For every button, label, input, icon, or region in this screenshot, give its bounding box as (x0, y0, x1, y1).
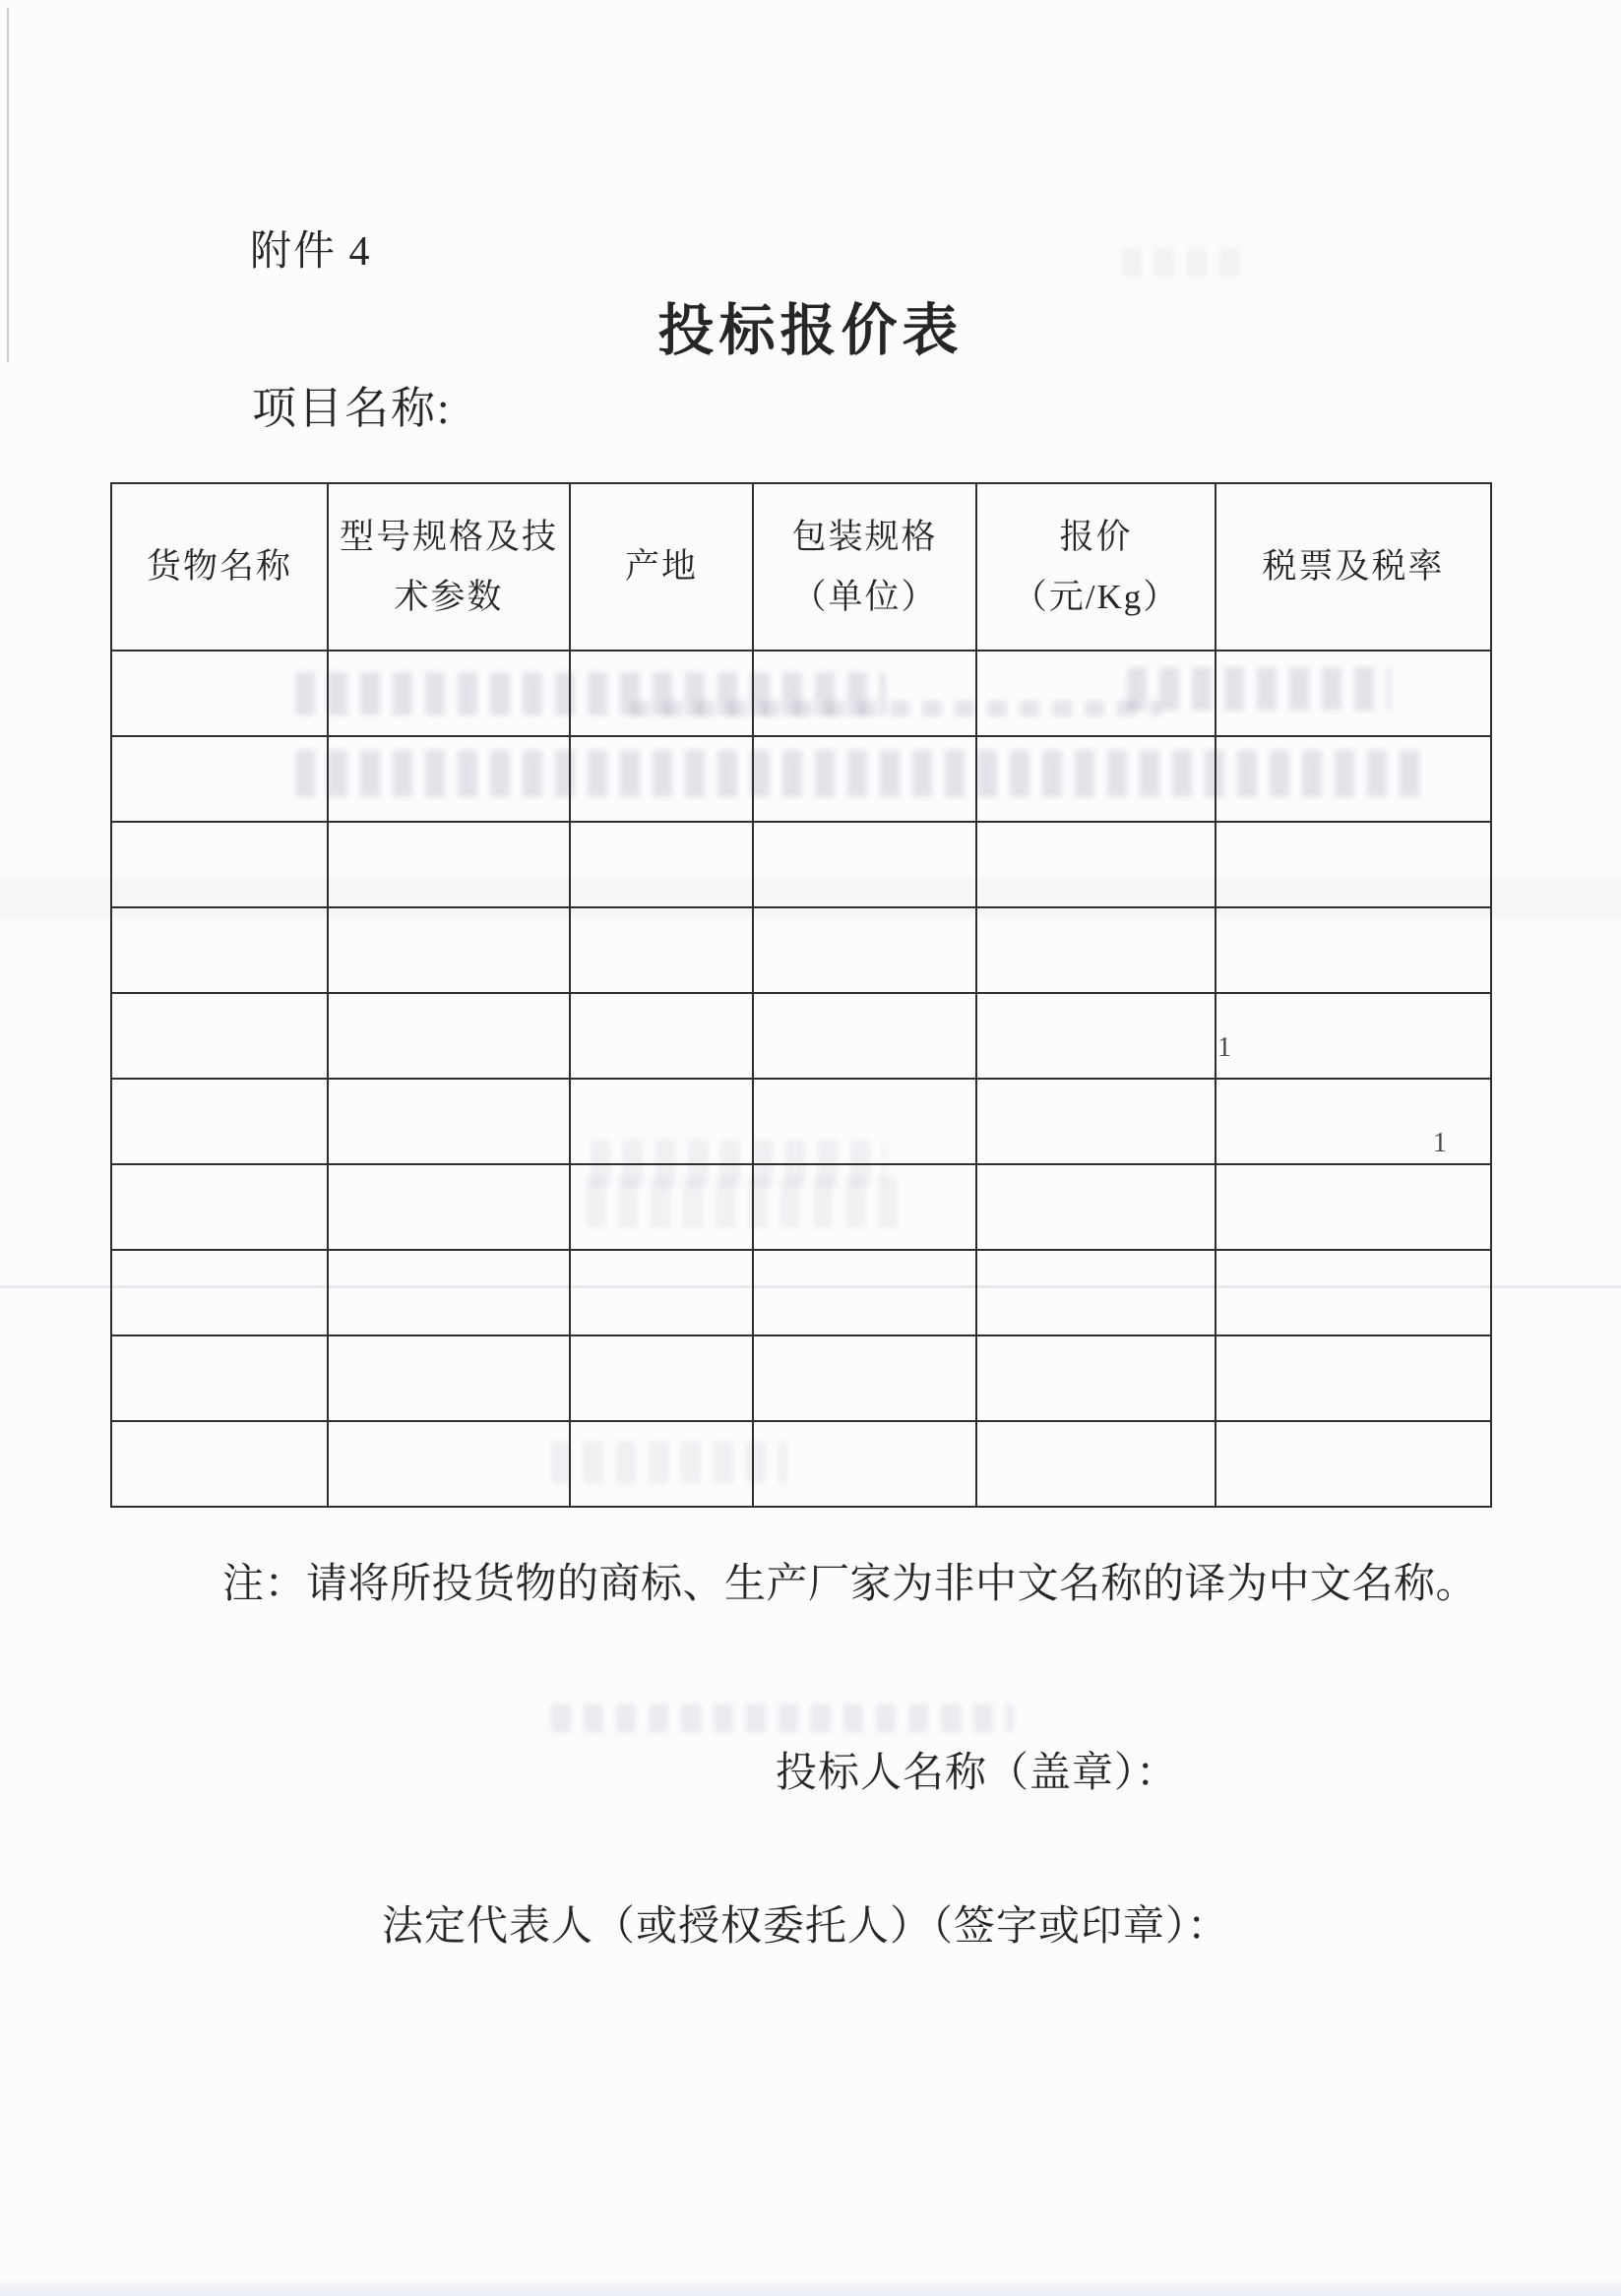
empty-cell (1216, 993, 1491, 1079)
project-name-label: 项目名称: (252, 384, 452, 433)
table-row (111, 736, 1491, 822)
quote-table-body (111, 651, 1491, 1507)
legal-representative-label: 法定代表人（或授权委托人）（签字或印章）： (382, 1904, 1230, 1950)
empty-cell (570, 651, 753, 736)
column-header-goods-name (111, 483, 328, 651)
empty-cell (753, 1335, 976, 1421)
table-row (111, 1250, 1491, 1335)
column-header-line: 货物名称 (146, 547, 292, 587)
quote-table (110, 482, 1492, 1508)
column-header-line: 型号规格及技 (339, 517, 558, 556)
column-header-unit-price (976, 483, 1216, 651)
page-title: 投标报价表 (657, 300, 964, 362)
empty-cell (570, 1421, 753, 1507)
empty-cell (1216, 1421, 1491, 1507)
empty-cell (570, 907, 753, 993)
empty-cell (976, 1164, 1216, 1250)
column-header-model-spec-params (328, 483, 570, 651)
empty-cell (570, 1335, 753, 1421)
note-line: 注：请将所投货物的商标、生产厂家为非中文名称的译为中文名称。 (222, 1562, 1478, 1607)
empty-cell (1216, 1164, 1491, 1250)
empty-cell (328, 822, 570, 907)
empty-cell (111, 1335, 328, 1421)
empty-cell (328, 993, 570, 1079)
empty-cell (328, 736, 570, 822)
bleedthrough-artifact (551, 1704, 1014, 1733)
scan-bottom-edge (0, 2282, 1621, 2296)
empty-cell (1216, 736, 1491, 822)
bidder-name-label: 投标人名称（盖章）： (776, 1751, 1179, 1796)
empty-cell (570, 1164, 753, 1250)
empty-cell (976, 1421, 1216, 1507)
empty-cell (753, 1421, 976, 1507)
header-row (111, 483, 1491, 651)
empty-cell (111, 1250, 328, 1335)
table-row (111, 907, 1491, 993)
empty-cell (328, 1421, 570, 1507)
empty-cell (328, 907, 570, 993)
empty-cell (753, 822, 976, 907)
column-header-line: （元/Kg） (1012, 578, 1180, 616)
column-header-line: 包装规格 (791, 517, 938, 556)
table-row (111, 1164, 1491, 1250)
empty-cell (1216, 1250, 1491, 1335)
empty-cell (1216, 907, 1491, 993)
column-header-tax-invoice-rate (1216, 483, 1491, 651)
empty-cell (570, 993, 753, 1079)
table-row (111, 822, 1491, 907)
empty-cell (976, 1079, 1216, 1164)
table-row (111, 1335, 1491, 1421)
empty-cell (753, 907, 976, 993)
empty-cell (328, 1250, 570, 1335)
column-header-line: 术参数 (394, 578, 504, 616)
column-header-line: 税票及税率 (1262, 547, 1445, 587)
table-row (111, 1079, 1491, 1164)
empty-cell (111, 736, 328, 822)
table-row (111, 651, 1491, 736)
quote-table-header (111, 483, 1491, 651)
column-header-line: （单位） (791, 578, 938, 616)
empty-cell (111, 822, 328, 907)
empty-cell (111, 993, 328, 1079)
empty-cell (976, 1335, 1216, 1421)
column-header-packaging-spec (753, 483, 976, 651)
empty-cell (111, 1164, 328, 1250)
empty-cell (1216, 1079, 1491, 1164)
empty-cell (570, 736, 753, 822)
stray-mark: 1 (1217, 1032, 1231, 1063)
table-row (111, 993, 1491, 1079)
table-row (111, 1421, 1491, 1507)
empty-cell (976, 1250, 1216, 1335)
column-header-origin (570, 483, 753, 651)
empty-cell (753, 993, 976, 1079)
empty-cell (976, 822, 1216, 907)
empty-cell (111, 651, 328, 736)
empty-cell (1216, 1335, 1491, 1421)
empty-cell (753, 651, 976, 736)
empty-cell (328, 1164, 570, 1250)
column-header-line: 报价 (1059, 517, 1133, 556)
empty-cell (111, 1079, 328, 1164)
empty-cell (976, 907, 1216, 993)
attachment-label: 附件 4 (250, 229, 372, 275)
empty-cell (111, 1421, 328, 1507)
bleedthrough-artifact (1122, 248, 1250, 278)
empty-cell (976, 651, 1216, 736)
empty-cell (1216, 822, 1491, 907)
empty-cell (1216, 651, 1491, 736)
empty-cell (753, 1079, 976, 1164)
empty-cell (570, 1079, 753, 1164)
empty-cell (753, 1250, 976, 1335)
empty-cell (328, 1079, 570, 1164)
empty-cell (328, 651, 570, 736)
column-header-line: 产地 (624, 547, 698, 587)
empty-cell (328, 1335, 570, 1421)
empty-cell (976, 993, 1216, 1079)
empty-cell (753, 1164, 976, 1250)
empty-cell (570, 1250, 753, 1335)
empty-cell (111, 907, 328, 993)
empty-cell (570, 822, 753, 907)
empty-cell (976, 736, 1216, 822)
empty-cell (753, 736, 976, 822)
stray-mark: 1 (1433, 1128, 1447, 1158)
